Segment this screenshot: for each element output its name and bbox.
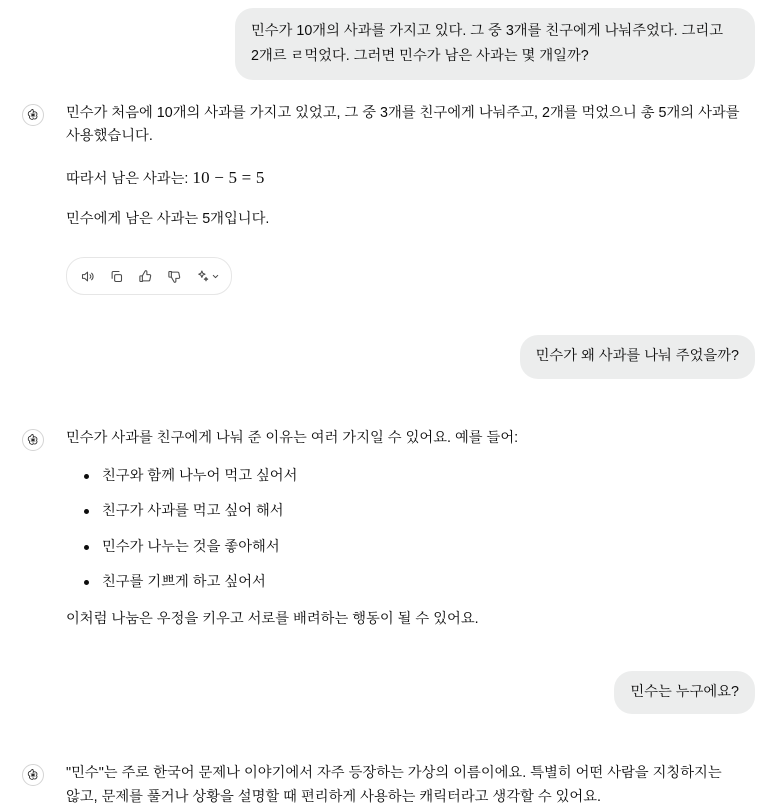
math-expression: 10 − 5 = 5 — [192, 168, 265, 188]
user-message-bubble[interactable]: 민수가 10개의 사과를 가지고 있다. 그 중 3개를 친구에게 나눠주었다. 그리고 2개르 ㄹ먹었다. 그러면 민수가 남은 사과는 몇 개일까? — [235, 8, 755, 80]
switch-model-icon[interactable] — [190, 263, 224, 289]
list-item: 민수가 나누는 것을 좋아해서 — [92, 537, 755, 558]
chatgpt-logo-icon — [22, 104, 44, 126]
message-action-toolbar — [66, 257, 232, 295]
assistant-message-row — [18, 102, 755, 295]
assistant-paragraph: 민수에게 남은 사과는 5개입니다. — [66, 211, 270, 227]
assistant-paragraph: "민수"는 주로 한국어 문제나 이야기에서 자주 등장하는 가상의 이름이에요. 특별히 어떤 사람을 지칭하지는 않고, 문제를 풀거나 상황을 설명할 때 편리하게 사용하는 캐릭터라고 생각할 수 있어요. — [66, 765, 722, 805]
spacer — [18, 637, 755, 671]
math-prefix: 따라서 남은 사과는: — [66, 171, 193, 188]
user-message-row — [18, 335, 755, 379]
assistant-message-row — [18, 762, 755, 808]
user-message-row — [18, 8, 755, 80]
assistant-paragraph: 민수가 사과를 친구에게 나눠 준 이유는 여러 가지일 수 있어요. 예를 들어: — [66, 429, 519, 446]
list-item: 친구가 사과를 먹고 싶어 해서 — [92, 501, 755, 522]
user-message-bubble[interactable]: 민수가 왜 사과를 나눠 주었을까? — [520, 335, 755, 379]
spacer — [18, 401, 755, 427]
copy-icon[interactable] — [103, 263, 129, 289]
user-message-row — [18, 671, 755, 715]
assistant-message-row — [18, 427, 755, 631]
thumbs-down-icon[interactable] — [161, 263, 187, 289]
chatgpt-logo-icon — [22, 429, 44, 451]
list-item: 친구와 함께 나누어 먹고 싶어서 — [92, 466, 755, 487]
assistant-message-body — [66, 762, 755, 808]
thumbs-up-icon[interactable] — [132, 263, 158, 289]
read-aloud-icon[interactable] — [74, 263, 100, 289]
chatgpt-logo-icon — [22, 764, 44, 786]
assistant-paragraph: 이처럼 나눔은 우정을 키우고 서로를 배려하는 행동이 될 수 있어요. — [66, 610, 479, 627]
list-item: 친구를 기쁘게 하고 싶어서 — [92, 572, 755, 593]
spacer — [18, 301, 755, 335]
assistant-message-body — [66, 427, 755, 631]
assistant-math-paragraph — [66, 164, 755, 192]
assistant-message-body — [66, 102, 755, 295]
user-message-bubble[interactable]: 민수는 누구에요? — [614, 671, 755, 715]
reason-list — [66, 466, 755, 594]
assistant-paragraph: 민수가 처음에 10개의 사과를 가지고 있었고, 그 중 3개를 친구에게 나눠주고, 2개를 먹었으니 총 5개의 사과를 사용했습니다. — [66, 105, 740, 145]
spacer — [18, 736, 755, 762]
